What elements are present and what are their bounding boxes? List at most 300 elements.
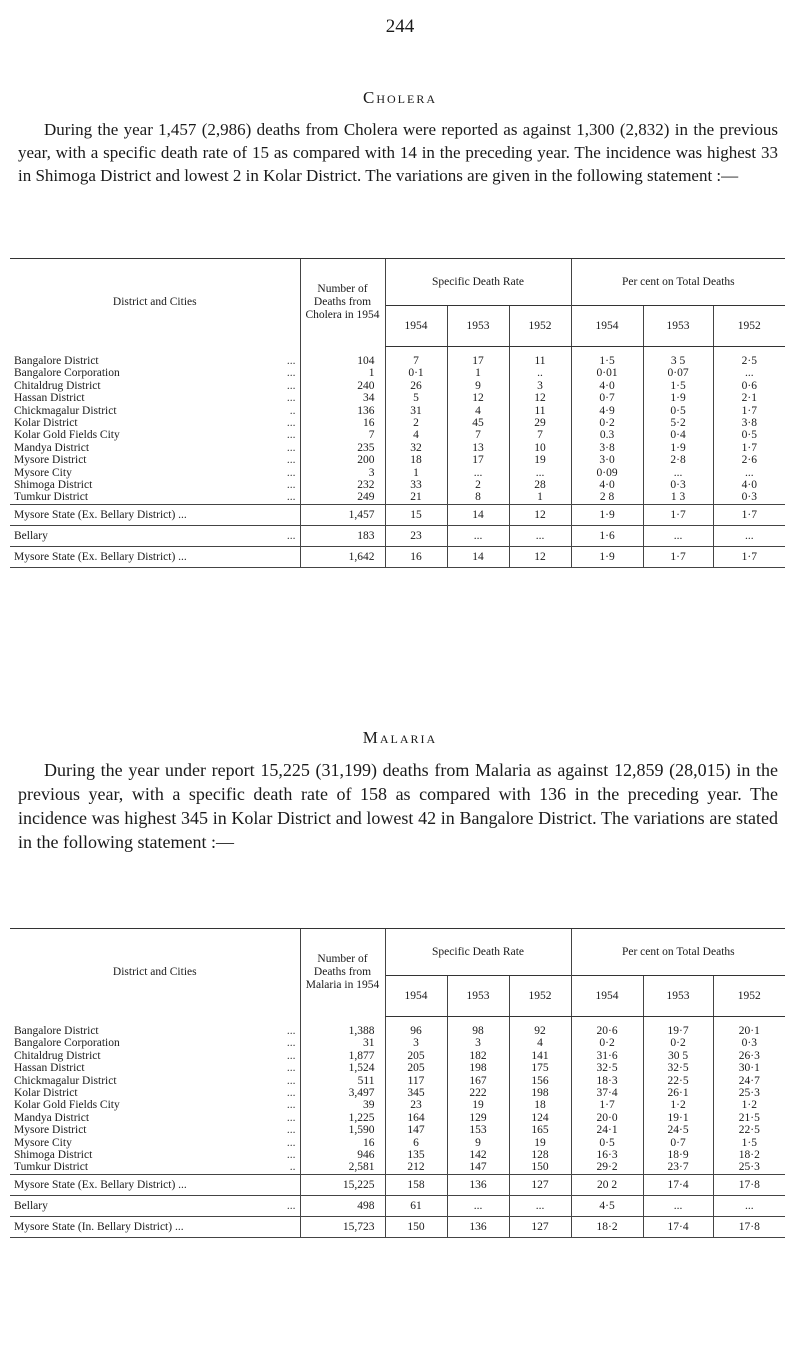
deaths-column-header: Number of Deaths from Cholera in 1954 (300, 259, 385, 347)
deaths-value: 946 (300, 1149, 385, 1161)
rate-1953-value: 17 (447, 355, 509, 367)
rate-1954-value: 4 (385, 429, 447, 441)
rate-1952-value: 124 (509, 1112, 571, 1124)
table-row (10, 367, 785, 379)
rate-year-header: 1954 (385, 306, 447, 347)
malaria-table (10, 928, 785, 1238)
deaths-value: 1 (300, 367, 385, 379)
percent-1952-value: 25·3 (713, 1087, 785, 1099)
rate-1953-value: ... (447, 1195, 509, 1216)
rate-1952-value: .. (509, 367, 571, 379)
percent-1953-value: 19·1 (643, 1112, 713, 1124)
district-name: Tumkur District (14, 1161, 89, 1174)
rate-1953-value: 17 (447, 454, 509, 466)
rate-1953-value: 14 (447, 546, 509, 567)
rate-1952-value: 7 (509, 429, 571, 441)
total-row (10, 1174, 785, 1195)
leader-dots: .. (289, 404, 296, 417)
district-name-cell (10, 1037, 300, 1049)
district-name: Hassan District (14, 1062, 85, 1075)
percent-1954-value: 18·2 (571, 1216, 643, 1237)
percent-1953-value: 3 5 (643, 355, 713, 367)
deaths-value: 1,388 (300, 1025, 385, 1037)
percent-1954-value: 37·4 (571, 1087, 643, 1099)
percent-1953-value: 32·5 (643, 1062, 713, 1074)
percent-year-header: 1952 (713, 306, 785, 347)
table-row (10, 1149, 785, 1161)
rate-1953-value: 1 (447, 367, 509, 379)
rate-1953-value: ... (447, 467, 509, 479)
rate-1952-value: 29 (509, 417, 571, 429)
cholera-paragraph: During the year 1,457 (2,986) deaths from Cholera were reported as against 1,300 (2,832) in the previous year, with a specific death rate of 15 as compared with 14 in the preceding year. The incidence was highest 33 in Shimoga District and lowest 2 in Kolar District. The variations are given in the following statement :— (18, 120, 778, 185)
leader-dots: ... (286, 479, 296, 492)
district-name: Shimoga District (14, 479, 93, 492)
percent-1954-value: 1·6 (571, 525, 643, 546)
deaths-value: 1,524 (300, 1062, 385, 1074)
rate-1952-value: ... (509, 467, 571, 479)
percent-1953-value: ... (643, 467, 713, 479)
district-name: Tumkur District (14, 491, 89, 504)
percent-1954-value: 0.3 (571, 429, 643, 441)
percent-1952-value: 1·7 (713, 405, 785, 417)
deaths-column-header: Number of Deaths from Malaria in 1954 (300, 929, 385, 1017)
district-name-cell (10, 1099, 300, 1111)
cholera-table-body (10, 347, 785, 568)
rate-1954-value: 7 (385, 355, 447, 367)
total-row (10, 1216, 785, 1237)
percent-1954-value: 18·3 (571, 1075, 643, 1087)
rate-1954-value: 164 (385, 1112, 447, 1124)
rate-1952-value: 141 (509, 1050, 571, 1062)
rate-1952-value: 3 (509, 380, 571, 392)
district-name-cell (10, 1216, 300, 1237)
rate-1952-value: 92 (509, 1025, 571, 1037)
leader-dots: ... (286, 1111, 296, 1124)
rate-year-header: 1953 (447, 976, 509, 1017)
district-name-cell (10, 1149, 300, 1161)
percent-1954-value: 16·3 (571, 1149, 643, 1161)
rate-1952-value: 11 (509, 405, 571, 417)
rate-1953-value: 167 (447, 1075, 509, 1087)
percent-1952-value: ... (713, 367, 785, 379)
percent-1952-value: 1·7 (713, 546, 785, 567)
rate-1953-value: 198 (447, 1062, 509, 1074)
rate-year-header: 1954 (385, 976, 447, 1017)
rate-1954-value: 16 (385, 546, 447, 567)
deaths-value: 16 (300, 417, 385, 429)
total-row (10, 525, 785, 546)
percent-1953-value: 0·4 (643, 429, 713, 441)
rate-1952-value: 198 (509, 1087, 571, 1099)
deaths-value: 235 (300, 442, 385, 454)
percent-1954-value: 20·0 (571, 1112, 643, 1124)
percent-1952-value: 22·5 (713, 1124, 785, 1136)
district-column-header: District and Cities (10, 259, 300, 347)
rate-1954-value: 15 (385, 504, 447, 525)
deaths-value: 15,723 (300, 1216, 385, 1237)
district-name: Mandya District (14, 1111, 90, 1124)
percent-1954-value: 0·01 (571, 367, 643, 379)
leader-dots: ... (286, 1049, 296, 1062)
cholera-heading: Cholera (362, 88, 437, 107)
percent-1952-value: 2·1 (713, 392, 785, 404)
table-row (10, 405, 785, 417)
percent-1954-value: 1·9 (571, 546, 643, 567)
rate-1953-value: 9 (447, 380, 509, 392)
percent-1952-value: ... (713, 467, 785, 479)
percent-1952-value: 17·8 (713, 1174, 785, 1195)
district-name-cell (10, 392, 300, 404)
percent-1952-value: 2·5 (713, 355, 785, 367)
percent-1953-value: 17·4 (643, 1174, 713, 1195)
rate-1952-value: 28 (509, 479, 571, 491)
percent-1953-value: 1 3 (643, 491, 713, 504)
rate-1952-value: ... (509, 525, 571, 546)
percent-1952-value: 0·5 (713, 429, 785, 441)
percent-1952-value: 25·3 (713, 1161, 785, 1174)
percent-1953-value: ... (643, 1195, 713, 1216)
percent-1954-value: 0·2 (571, 417, 643, 429)
percent-1952-value: 0·6 (713, 380, 785, 392)
rate-1954-value: 23 (385, 525, 447, 546)
rate-year-header: 1952 (509, 306, 571, 347)
percent-1953-value: 0·7 (643, 1137, 713, 1149)
leader-dots: ... (286, 1074, 296, 1087)
rate-1952-value: 12 (509, 504, 571, 525)
table-row (10, 1062, 785, 1074)
percent-1954-value: 32·5 (571, 1062, 643, 1074)
rate-1954-value: 1 (385, 467, 447, 479)
district-name-cell (10, 1062, 300, 1074)
percent-1952-value: 20·1 (713, 1025, 785, 1037)
percent-1954-value: 1·9 (571, 504, 643, 525)
district-name: Mysore District (14, 454, 87, 467)
percent-1954-value: 4·0 (571, 479, 643, 491)
leader-dots: ... (286, 466, 296, 479)
table-row (10, 1037, 785, 1049)
percent-1954-value: 0·5 (571, 1137, 643, 1149)
malaria-table-body (10, 1017, 785, 1238)
district-name: Mysore District (14, 1124, 87, 1137)
deaths-value: 1,877 (300, 1050, 385, 1062)
rate-1952-value: 128 (509, 1149, 571, 1161)
district-name-cell (10, 1124, 300, 1136)
table-row (10, 1137, 785, 1149)
table-row (10, 417, 785, 429)
leader-dots: ... (286, 1062, 296, 1075)
rate-1953-value: 153 (447, 1124, 509, 1136)
percent-1952-value: ... (713, 1195, 785, 1216)
rate-1954-value: 150 (385, 1216, 447, 1237)
rate-1954-value: 147 (385, 1124, 447, 1136)
rate-1954-value: 61 (385, 1195, 447, 1216)
percent-1953-value: 30 5 (643, 1050, 713, 1062)
rate-1953-value: 13 (447, 442, 509, 454)
percent-1952-value: 1·7 (713, 504, 785, 525)
page-number: 244 (385, 16, 415, 37)
leader-dots: ... (286, 355, 296, 367)
rate-1954-value: 31 (385, 405, 447, 417)
rate-1953-value: ... (447, 525, 509, 546)
percent-1954-value: 0·09 (571, 467, 643, 479)
rate-1954-value: 2 (385, 417, 447, 429)
rate-1953-value: 19 (447, 1099, 509, 1111)
table-row (10, 380, 785, 392)
percent-1953-value: 1·7 (643, 504, 713, 525)
percent-1953-value: 5·2 (643, 417, 713, 429)
leader-dots: ... (286, 392, 296, 405)
rate-1952-value: 18 (509, 1099, 571, 1111)
percent-1953-value: 1·2 (643, 1099, 713, 1111)
rate-1952-value: 10 (509, 442, 571, 454)
rate-1953-value: 142 (447, 1149, 509, 1161)
table-row (10, 429, 785, 441)
rate-1953-value: 8 (447, 491, 509, 504)
percent-1952-value: 0·3 (713, 1037, 785, 1049)
deaths-value: 7 (300, 429, 385, 441)
malaria-paragraph: During the year under report 15,225 (31,199) deaths from Malaria as against 12,859 (28,015) in the previous year, with a specific death rate of 158 as compared with 136 in the preceding year. The incidence was highest 345 in Kolar District and lowest 42 in Bangalore District. The variations are stated in the following statement :— (18, 760, 778, 852)
leader-dots: .. (289, 1161, 296, 1174)
percent-1952-value: 4·0 (713, 479, 785, 491)
district-name-cell (10, 1161, 300, 1174)
district-name-cell (10, 380, 300, 392)
district-name-cell (10, 1174, 300, 1195)
percent-1952-value: 1·7 (713, 442, 785, 454)
deaths-value: 104 (300, 355, 385, 367)
percent-year-header: 1954 (571, 976, 643, 1017)
rate-1953-value: 3 (447, 1037, 509, 1049)
rate-1954-value: 33 (385, 479, 447, 491)
district-name: Bangalore Corporation (14, 367, 120, 380)
total-row (10, 1195, 785, 1216)
percent-1954-value: 29·2 (571, 1161, 643, 1174)
table-row (10, 1075, 785, 1087)
malaria-heading: Malaria (362, 728, 438, 747)
deaths-value: 34 (300, 392, 385, 404)
district-name: Chickmagalur District (14, 404, 117, 417)
percent-1952-value: 17·8 (713, 1216, 785, 1237)
leader-dots: ... (286, 367, 296, 380)
deaths-value: 1,457 (300, 504, 385, 525)
deaths-value: 1,642 (300, 546, 385, 567)
rate-1953-value: 136 (447, 1174, 509, 1195)
district-name-cell (10, 442, 300, 454)
rate-1952-value: 127 (509, 1174, 571, 1195)
rate-1953-value: 14 (447, 504, 509, 525)
district-name-cell (10, 479, 300, 491)
district-name: Mysore State (In. Bellary District) ... (14, 1220, 184, 1233)
district-name: Chickmagalur District (14, 1074, 117, 1087)
percent-1952-value: ... (713, 525, 785, 546)
percent-1953-value: 1·5 (643, 380, 713, 392)
percent-1952-value: 0·3 (713, 491, 785, 504)
rate-1952-value: 12 (509, 546, 571, 567)
district-name-cell (10, 1075, 300, 1087)
leader-dots: ... (286, 1099, 296, 1112)
rate-1952-value: 165 (509, 1124, 571, 1136)
district-name: Kolar District (14, 417, 78, 430)
district-name-cell (10, 454, 300, 466)
rate-1952-value: 156 (509, 1075, 571, 1087)
rate-1952-value: 4 (509, 1037, 571, 1049)
percent-column-header: Per cent on Total Deaths (571, 929, 785, 976)
percent-1954-value: 2 8 (571, 491, 643, 504)
table-row (10, 1099, 785, 1111)
leader-dots: ... (286, 379, 296, 392)
rate-1954-value: 0·1 (385, 367, 447, 379)
rate-1953-value: 9 (447, 1137, 509, 1149)
rate-1954-value: 96 (385, 1025, 447, 1037)
percent-1953-value: 24·5 (643, 1124, 713, 1136)
rate-1953-value: 12 (447, 392, 509, 404)
rate-1954-value: 205 (385, 1062, 447, 1074)
deaths-value: 3 (300, 467, 385, 479)
deaths-value: 511 (300, 1075, 385, 1087)
deaths-value: 200 (300, 454, 385, 466)
rate-1953-value: 222 (447, 1087, 509, 1099)
percent-1954-value: 31·6 (571, 1050, 643, 1062)
table-row (10, 355, 785, 367)
percent-1953-value: 18·9 (643, 1149, 713, 1161)
percent-year-header: 1953 (643, 306, 713, 347)
rate-1952-value: 19 (509, 454, 571, 466)
table-row (10, 392, 785, 404)
table-row (10, 1161, 785, 1174)
district-name-cell (10, 1112, 300, 1124)
rate-1953-value: 182 (447, 1050, 509, 1062)
percent-1954-value: 0·7 (571, 392, 643, 404)
district-name: Chitaldrug District (14, 379, 101, 392)
percent-1952-value: 30·1 (713, 1062, 785, 1074)
percent-1954-value: 20 2 (571, 1174, 643, 1195)
leader-dots: ... (286, 1037, 296, 1050)
percent-year-header: 1952 (713, 976, 785, 1017)
rate-1952-value: ... (509, 1195, 571, 1216)
rate-1954-value: 6 (385, 1137, 447, 1149)
rate-1954-value: 158 (385, 1174, 447, 1195)
district-name-cell (10, 355, 300, 367)
percent-1954-value: 4·5 (571, 1195, 643, 1216)
deaths-value: 136 (300, 405, 385, 417)
deaths-value: 240 (300, 380, 385, 392)
leader-dots: ... (286, 429, 296, 442)
rate-1954-value: 3 (385, 1037, 447, 1049)
table-row (10, 479, 785, 491)
rate-1954-value: 135 (385, 1149, 447, 1161)
table-row (10, 491, 785, 504)
district-name-cell (10, 467, 300, 479)
deaths-value: 2,581 (300, 1161, 385, 1174)
rate-1954-value: 32 (385, 442, 447, 454)
cholera-table (10, 258, 785, 568)
rate-1952-value: 19 (509, 1137, 571, 1149)
percent-1953-value: 17·4 (643, 1216, 713, 1237)
district-name-cell (10, 1087, 300, 1099)
district-name: Kolar District (14, 1087, 78, 1100)
rate-1952-value: 1 (509, 491, 571, 504)
percent-1954-value: 4·0 (571, 380, 643, 392)
rate-1954-value: 18 (385, 454, 447, 466)
rate-1953-value: 136 (447, 1216, 509, 1237)
district-name-cell (10, 1050, 300, 1062)
percent-year-header: 1954 (571, 306, 643, 347)
leader-dots: ... (286, 417, 296, 430)
percent-1953-value: 0·2 (643, 1037, 713, 1049)
rate-1954-value: 26 (385, 380, 447, 392)
total-row (10, 546, 785, 567)
rate-1954-value: 117 (385, 1075, 447, 1087)
percent-1952-value: 3·8 (713, 417, 785, 429)
leader-dots: ... (286, 1025, 296, 1037)
total-row (10, 504, 785, 525)
leader-dots: ... (286, 1087, 296, 1100)
rate-1954-value: 21 (385, 491, 447, 504)
rate-1953-value: 98 (447, 1025, 509, 1037)
district-name-cell (10, 367, 300, 379)
leader-dots: ... (286, 1136, 296, 1149)
percent-1953-value: 23·7 (643, 1161, 713, 1174)
rate-1952-value: 175 (509, 1062, 571, 1074)
deaths-value: 31 (300, 1037, 385, 1049)
deaths-value: 15,225 (300, 1174, 385, 1195)
percent-1953-value: 22·5 (643, 1075, 713, 1087)
district-name-cell (10, 491, 300, 504)
percent-1952-value: 1·2 (713, 1099, 785, 1111)
rate-1953-value: 147 (447, 1161, 509, 1174)
table-row (10, 1112, 785, 1124)
rate-column-header: Specific Death Rate (385, 929, 571, 976)
percent-1953-value: 1·7 (643, 546, 713, 567)
percent-year-header: 1953 (643, 976, 713, 1017)
district-name-cell (10, 1195, 300, 1216)
percent-1952-value: 18·2 (713, 1149, 785, 1161)
percent-column-header: Per cent on Total Deaths (571, 259, 785, 306)
district-name: Mandya District (14, 441, 90, 454)
district-name-cell (10, 1025, 300, 1037)
percent-1953-value: 26·1 (643, 1087, 713, 1099)
table-row (10, 454, 785, 466)
district-name-cell (10, 546, 300, 567)
table-row (10, 1087, 785, 1099)
rate-1952-value: 150 (509, 1161, 571, 1174)
table-row (10, 442, 785, 454)
leader-dots: ... (286, 491, 296, 504)
percent-1953-value: 0·5 (643, 405, 713, 417)
percent-1952-value: 26·3 (713, 1050, 785, 1062)
rate-year-header: 1952 (509, 976, 571, 1017)
percent-1954-value: 4·9 (571, 405, 643, 417)
district-name-cell (10, 405, 300, 417)
rate-1952-value: 127 (509, 1216, 571, 1237)
district-name: Bangalore District (14, 355, 99, 367)
leader-dots: ... (286, 1149, 296, 1162)
district-name: Kolar Gold Fields City (14, 1099, 120, 1112)
district-name: Bellary (14, 529, 48, 542)
rate-1952-value: 12 (509, 392, 571, 404)
district-name-cell (10, 417, 300, 429)
leader-dots: ... (286, 454, 296, 467)
deaths-value: 39 (300, 1099, 385, 1111)
rate-1953-value: 129 (447, 1112, 509, 1124)
district-name: Shimoga District (14, 1149, 93, 1162)
percent-1952-value: 1·5 (713, 1137, 785, 1149)
table-row (10, 1050, 785, 1062)
rate-1953-value: 7 (447, 429, 509, 441)
deaths-value: 16 (300, 1137, 385, 1149)
district-name: Mysore State (Ex. Bellary District) ... (14, 550, 187, 563)
deaths-value: 498 (300, 1195, 385, 1216)
district-column-header: District and Cities (10, 929, 300, 1017)
